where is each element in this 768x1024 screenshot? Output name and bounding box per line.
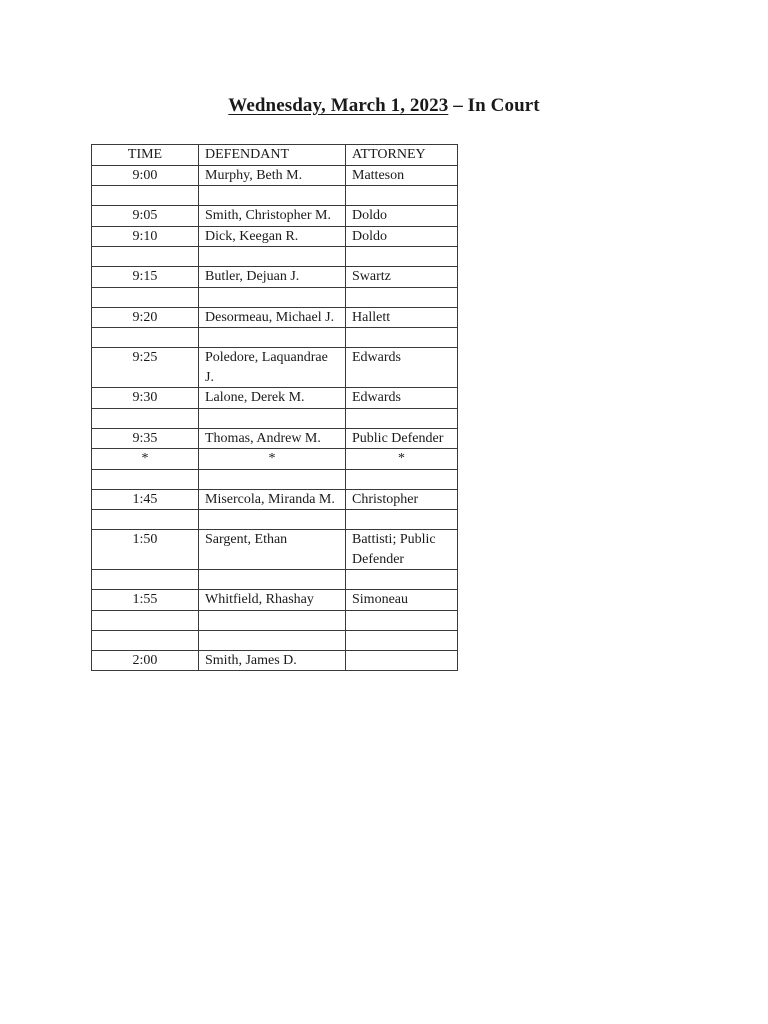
time-cell: 1:55	[92, 590, 199, 611]
defendant-cell: Poledore, Laquandrae J.	[199, 348, 346, 388]
table-cell-empty	[199, 328, 346, 348]
table-cell-empty	[346, 510, 458, 530]
table-cell-empty	[92, 570, 199, 590]
table-cell-empty	[346, 570, 458, 590]
table-header-row	[92, 145, 458, 166]
time-cell: 9:25	[92, 348, 199, 388]
table-cell-empty	[346, 287, 458, 307]
defendant-cell: *	[199, 449, 346, 470]
page-title	[0, 95, 768, 117]
table-cell-empty	[92, 610, 199, 630]
table-cell-empty	[346, 328, 458, 348]
attorney-cell: *	[346, 449, 458, 470]
table-cell-empty	[92, 287, 199, 307]
time-cell: 9:35	[92, 428, 199, 449]
attorney-cell: Swartz	[346, 267, 458, 288]
table-cell-empty	[199, 186, 346, 206]
table-cell-empty	[346, 186, 458, 206]
table-cell-empty	[346, 630, 458, 650]
table-cell-empty	[92, 186, 199, 206]
defendant-cell: Smith, Christopher M.	[199, 206, 346, 227]
table-row	[92, 206, 458, 227]
table-cell-empty	[199, 570, 346, 590]
attorney-cell: Edwards	[346, 388, 458, 409]
time-cell: 9:30	[92, 388, 199, 409]
table-row-blank	[92, 287, 458, 307]
table-row-blank	[92, 328, 458, 348]
attorney-cell: Edwards	[346, 348, 458, 388]
table-row-separator	[92, 449, 458, 470]
court-schedule-table	[91, 144, 458, 671]
column-header-defendant: DEFENDANT	[199, 145, 346, 166]
table-row-blank	[92, 408, 458, 428]
schedule-body	[92, 165, 458, 671]
page-title-suffix: – In Court	[448, 95, 540, 116]
table-row-blank	[92, 510, 458, 530]
table-row	[92, 489, 458, 510]
table-row-blank	[92, 610, 458, 630]
time-cell: 9:10	[92, 226, 199, 247]
table-cell-empty	[199, 610, 346, 630]
table-row-blank	[92, 630, 458, 650]
table-cell-empty	[199, 469, 346, 489]
table-row	[92, 165, 458, 186]
defendant-cell: Dick, Keegan R.	[199, 226, 346, 247]
table-row	[92, 226, 458, 247]
time-cell: *	[92, 449, 199, 470]
defendant-cell: Murphy, Beth M.	[199, 165, 346, 186]
table-cell-empty	[199, 408, 346, 428]
attorney-cell	[346, 650, 458, 671]
attorney-cell: Doldo	[346, 226, 458, 247]
table-cell-empty	[92, 510, 199, 530]
table-row	[92, 590, 458, 611]
defendant-cell: Sargent, Ethan	[199, 530, 346, 570]
table-row-blank	[92, 469, 458, 489]
table-row	[92, 307, 458, 328]
table-cell-empty	[199, 247, 346, 267]
table-cell-empty	[92, 408, 199, 428]
time-cell: 9:20	[92, 307, 199, 328]
table-cell-empty	[199, 630, 346, 650]
time-cell: 2:00	[92, 650, 199, 671]
attorney-cell: Battisti; Public Defender	[346, 530, 458, 570]
page-title-date: Wednesday, March 1, 2023	[228, 95, 449, 116]
table-row	[92, 388, 458, 409]
table-cell-empty	[346, 247, 458, 267]
time-cell: 9:05	[92, 206, 199, 227]
table-cell-empty	[92, 469, 199, 489]
table-row	[92, 650, 458, 671]
table-row-blank	[92, 186, 458, 206]
column-header-time: TIME	[92, 145, 199, 166]
column-header-attorney: ATTORNEY	[346, 145, 458, 166]
defendant-cell: Butler, Dejuan J.	[199, 267, 346, 288]
table-cell-empty	[199, 287, 346, 307]
defendant-cell: Desormeau, Michael J.	[199, 307, 346, 328]
table-row	[92, 530, 458, 570]
table-cell-empty	[92, 247, 199, 267]
table-cell-empty	[92, 328, 199, 348]
defendant-cell: Misercola, Miranda M.	[199, 489, 346, 510]
attorney-cell: Doldo	[346, 206, 458, 227]
table-cell-empty	[199, 510, 346, 530]
defendant-cell: Thomas, Andrew M.	[199, 428, 346, 449]
table-cell-empty	[346, 469, 458, 489]
defendant-cell: Smith, James D.	[199, 650, 346, 671]
table-cell-empty	[346, 408, 458, 428]
table-row	[92, 428, 458, 449]
time-cell: 1:50	[92, 530, 199, 570]
time-cell: 9:15	[92, 267, 199, 288]
table-row-blank	[92, 570, 458, 590]
table-cell-empty	[92, 630, 199, 650]
table-row-blank	[92, 247, 458, 267]
table-row	[92, 348, 458, 388]
attorney-cell: Hallett	[346, 307, 458, 328]
defendant-cell: Whitfield, Rhashay	[199, 590, 346, 611]
time-cell: 1:45	[92, 489, 199, 510]
attorney-cell: Matteson	[346, 165, 458, 186]
time-cell: 9:00	[92, 165, 199, 186]
attorney-cell: Public Defender	[346, 428, 458, 449]
attorney-cell: Simoneau	[346, 590, 458, 611]
table-row	[92, 267, 458, 288]
attorney-cell: Christopher	[346, 489, 458, 510]
table-cell-empty	[346, 610, 458, 630]
defendant-cell: Lalone, Derek M.	[199, 388, 346, 409]
